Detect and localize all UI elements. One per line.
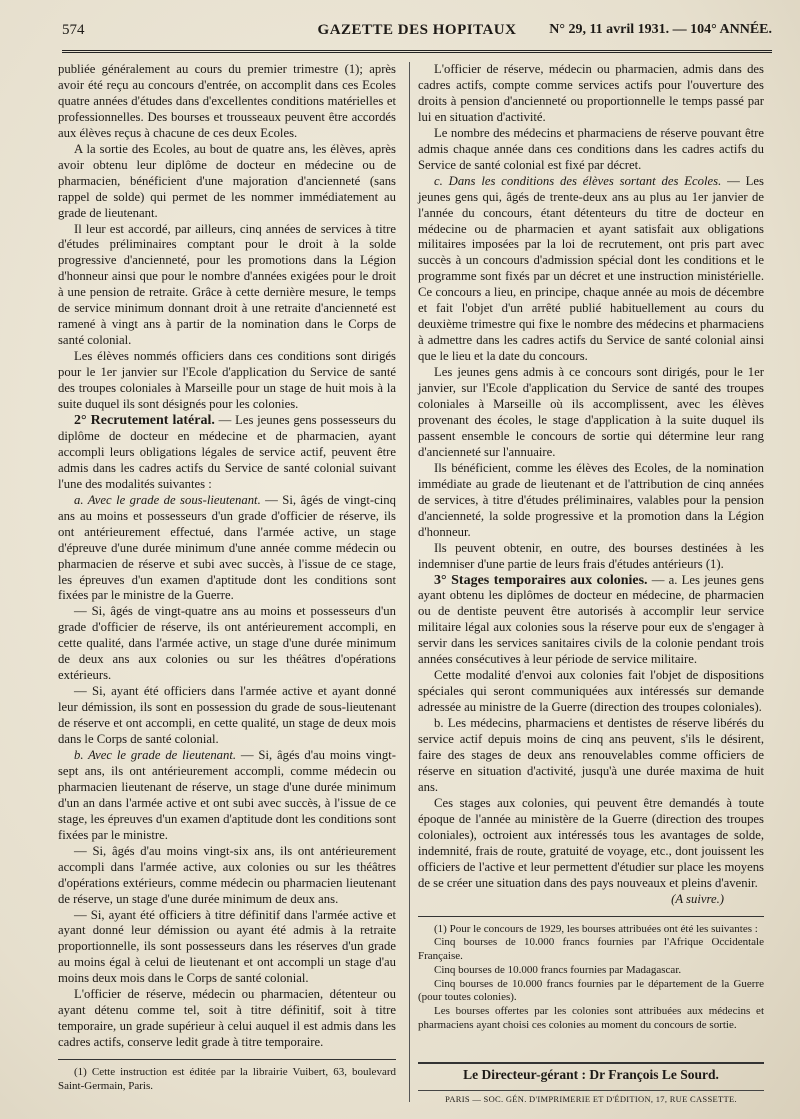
page-number: 574 bbox=[62, 22, 85, 38]
column-divider bbox=[409, 62, 410, 1102]
paragraph: Le nombre des médecins et pharmaciens de réserve pouvant être admis chaque année dans ces conditions dans les cadres actifs du Service de santé colonial est fixé par décret. bbox=[418, 125, 764, 172]
subsection-label: c. Dans les conditions des élèves sortant des Ecoles. bbox=[434, 173, 722, 188]
printer-line: PARIS — SOC. GÉN. D'IMPRIMERIE ET D'ÉDITION, 17, RUE CASSETTE. bbox=[418, 1090, 764, 1104]
paragraph: Ils bénéficient, comme les élèves des Ecoles, de la nomination immédiate au grade de lieutenant et de l'attribution de cinq années de services, à titre d'études préliminaires, valables pour la pension d'ancienneté, la solde progressive et la promotion dans la Légion d'honneur. bbox=[418, 460, 764, 539]
paragraph-text: — Les jeunes gens qui, âgés de trente-deux ans au plus au 1er janvier de l'année du concours, étant détenteurs du titre de docteur en médecine ou de pharmacien et ayant satisfait aux obligations militaires imposées par la loi de recrutement, ont pris part avec succès à un concours d'admission spécial dont les conditions et le programme sont fixés par un décret et une instruction ministérielle. Ce concours a lieu, en principe, chaque année au mois de décembre et fait l'objet d'un arrêté publié habituellement au cours du deuxième trimestre qui fixe le nombre des médecins et pharmaciens à admettre dans les cadres actifs du Service de santé colonial ainsi que le lieu et la date du concours. bbox=[418, 173, 764, 364]
footnote-line: Les bourses offertes par les colonies sont attribuées aux médecins et pharmaciens ayant choisi ces colonies au moment du concours de sortie. bbox=[418, 1005, 764, 1031]
footnote-rule bbox=[418, 916, 764, 917]
header-rule bbox=[62, 50, 772, 55]
paragraph: publiée généralement au cours du premier trimestre (1); après avoir été reçu au concours d'entrée, on accomplit dans ces Ecoles quatre années d'études dans d'excellentes conditions matérielles et professionnelles. Des bourses et trousseaux peuvent être accordés aux élèves reçus à chacune de ces deux Ecoles. bbox=[58, 62, 396, 140]
paragraph: L'officier de réserve, médecin ou pharmacien, admis dans des cadres actifs, compte comme services actifs pour l'ouverture des droits à pension d'ancienneté ou proportionnelle le temps passé par lui en situation d'activité. bbox=[418, 62, 764, 124]
right-column bbox=[418, 62, 764, 1033]
footnote: (1) Cette instruction est éditée par la librairie Vuibert, 63, boulevard Saint-Germain, Paris. bbox=[58, 1066, 396, 1092]
section-heading: 2° Recrutement latéral. bbox=[74, 412, 215, 428]
subsection-label: a. Avec le grade de sous-lieutenant. bbox=[74, 492, 261, 507]
footnote-line: Cinq bourses de 10.000 francs fournies par Madagascar. bbox=[434, 963, 682, 976]
section-heading: 3° Stages temporaires aux colonies. bbox=[434, 572, 648, 588]
subsection-label: b. Avec le grade de lieutenant. bbox=[74, 747, 237, 762]
footnote: (1) Pour le concours de 1929, les bourses attribuées ont été les suivantes : bbox=[434, 922, 758, 935]
paragraph: — Si, ayant été officiers dans l'armée active et ayant donné leur démission, ils sont en possession du grade de sous-lieutenant de réserve et ont accompli, en cette qualité, un stage de deux mois dans le Corps de santé colonial. bbox=[58, 684, 396, 747]
paragraph: Ils peuvent obtenir, en outre, des bourses destinées à les indemniser d'une partie de leurs frais d'études antérieurs (1). bbox=[418, 540, 764, 571]
left-column bbox=[58, 62, 396, 1094]
section-paragraph bbox=[58, 413, 396, 493]
paragraph: Les élèves nommés officiers dans ces conditions sont dirigés pour le 1er janvier sur l'Ecole d'application du Service de santé des troupes coloniales à Marseille pour un stage de huit mois à la suite duquel ils sont désignés pour les colonies. bbox=[58, 349, 396, 412]
section-paragraph bbox=[418, 573, 764, 669]
page-header bbox=[62, 18, 772, 44]
paragraph-text: — Les jeunes gens possesseurs du diplôme de docteur en médecine et de pharmacien, ayant accompli leurs obligations légales de service actif, peuvent être admis dans les cadres actifs du Service de santé colonial suivant l'une des modalités suivantes : bbox=[58, 412, 396, 491]
paragraph-text: — a. Les jeunes gens ayant obtenu les diplômes de docteur en médecine, de pharmacien ou de dentiste peuvent être autorisés à accomplir leur service militaire légal aux colonies sous la réserve pour eux de s'engager à servir dans les services sanitaires civils de la colonie pendant trois années consécutives à leur période de service militaire. bbox=[418, 572, 764, 667]
paragraph-text: — Si, âgés de vingt-cinq ans au moins et possesseurs d'un grade d'officier de réserve, ils ont antérieurement effectué, dans l'armée active, un stage d'épreuve d'une durée minimum d'une année comme médecin ou pharmacien de réserve et subi avec succès, à l'issue de ce stage, les épreuves d'un examen d'aptitude dont les conditions sont fixées par le ministre de la Guerre. bbox=[58, 492, 396, 603]
paragraph: Cette modalité d'envoi aux colonies fait l'objet de dispositions spéciales qui seront communiquées aux intéressés sur demande adressée au ministre de la Guerre (direction des troupes coloniales). bbox=[418, 668, 764, 715]
paragraph: — Si, âgés de vingt-quatre ans au moins et possesseurs d'un grade d'officier de réserve, ils ont antérieurement accompli, en cette qualité, dans l'armée active, un stage d'une durée minimum de deux ans aux colonies ou sur les théâtres d'opérations extérieurs. bbox=[58, 604, 396, 683]
paragraph: L'officier de réserve, médecin ou pharmacien, détenteur ou ayant détenu comme tel, soit à titre définitif, soit à titre temporaire, un grade supérieur à celui auquel il est admis dans les cadres actifs, conserve ledit grade à titre temporaire. bbox=[58, 987, 396, 1050]
paragraph: b. Les médecins, pharmaciens et dentistes de réserve libérés du service actif depuis moins de cinq ans peuvent, s'ils le désirent, faire des stages de deux ans renouvelables comme officiers de réserve en situation d'activité, jusqu'à une durée maxima de huit ans. bbox=[418, 716, 764, 794]
paragraph: Il leur est accordé, par ailleurs, cinq années de services à titre d'études préliminaires comptant pour le droit à la solde progressive d'ancienneté, pour les promotions dans la Légion d'honneur ainsi que pour le nombre d'années exigées pour le droit à une pension de retraite. Grâce à cette dernière mesure, le temps de service minimum donnant droit à une retraite d'ancienneté est ramené à vingt ans à partir de la nomination dans le Corps de santé colonial. bbox=[58, 221, 396, 348]
paragraph-text: — Si, âgés d'au moins vingt-sept ans, ils ont antérieurement accompli, comme médecin ou pharmacien lieutenant de réserve, un stage d'une durée minimum d'un an dans l'armée active et ont subi avec succès, à l'issue de ce stage, les épreuves d'un examen d'aptitude dont les conditions sont fixées par le ministre. bbox=[58, 747, 396, 842]
paragraph: Les jeunes gens admis à ce concours sont dirigés, pour le 1er janvier, sur l'Ecole d'application du Service de santé des troupes coloniales à Marseille où ils accomplissent, avec les élèves provenant des écoles, le stage d'application à la suite duquel ils passent ensemble le concours de sortie qui détermine leur rang d'ancienneté sur l'annuaire. bbox=[418, 365, 764, 459]
paragraph: — Si, âgés d'au moins vingt-six ans, ils ont antérieurement accompli dans l'armée active, aux colonies ou sur les théâtres d'opérations extérieurs, comme médecin ou pharmacien lieutenant de réserve, un stage d'une durée minimum de deux ans. bbox=[58, 843, 396, 906]
paragraph: Ces stages aux colonies, qui peuvent être demandés à toute époque de l'année au ministère de la Guerre (direction des troupes coloniales), octroient aux intéressés tous les avantages de solde, indemnité, frais de route, gratuité de voyage, etc., dont jouissent les officiers de l'active et leur permettent d'étudier sur place les moyens de se créer une situation dans des pays nouveaux et pleins d'avenir. bbox=[418, 795, 764, 890]
footnote-rule bbox=[58, 1059, 396, 1060]
paragraph: — Si, ayant été officiers à titre définitif dans l'armée active et ayant donné leur démission ou ayant été admis à la retraite proportionnelle, ils sont possesseurs dans les réserves d'un grade au moins égal à celui de lieutenant et ont accompli un stage d'au moins deux mois dans le Corps de santé colonial. bbox=[58, 907, 396, 986]
footnote-line: Cinq bourses de 10.000 francs fournies par l'Afrique Occidentale Française. bbox=[418, 936, 764, 963]
subsection-paragraph bbox=[58, 493, 396, 605]
subsection-paragraph bbox=[418, 174, 764, 365]
issue-info: N° 29, 11 avril 1931. — 104° ANNÉE. bbox=[549, 22, 772, 37]
subsection-paragraph bbox=[58, 748, 396, 844]
paragraph: A la sortie des Ecoles, au bout de quatre ans, les élèves, après avoir obtenu leur diplôme de docteur en médecine ou de pharmacien, bénéficient d'une majoration d'ancienneté (sans rappel de solde) qui permet de les nommer immédiatement au grade de lieutenant. bbox=[58, 141, 396, 220]
to-be-continued: (A suivre.) bbox=[671, 891, 724, 906]
director-line: Le Directeur-gérant : Dr François Le Sourd. bbox=[418, 1062, 764, 1083]
journal-title: GAZETTE DES HOPITAUX bbox=[317, 22, 517, 38]
footnote-line: Cinq bourses de 10.000 francs fournies par le département de la Guerre (pour toutes colonies). bbox=[418, 977, 764, 1004]
